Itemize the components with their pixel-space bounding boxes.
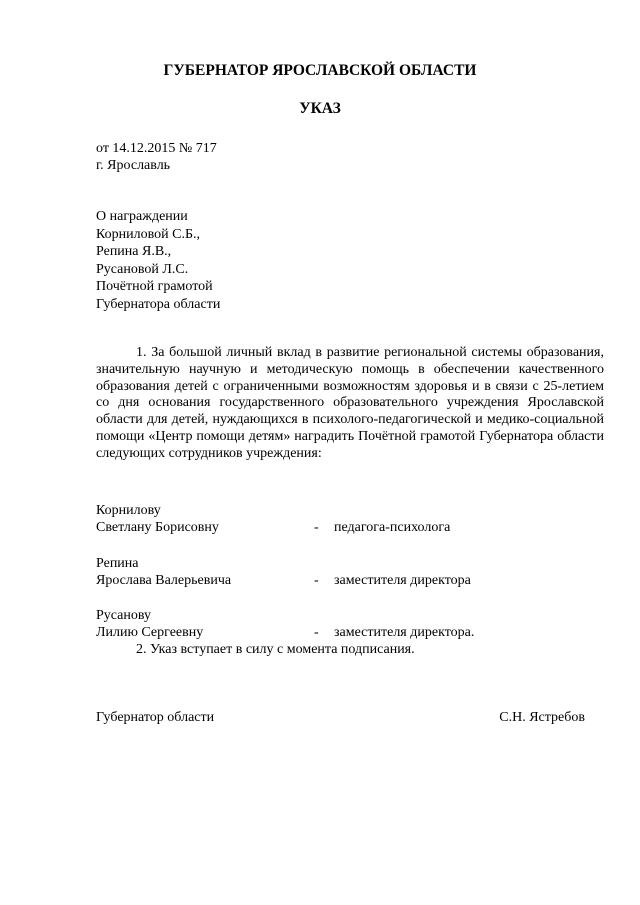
awardee-dash: -: [314, 573, 319, 588]
document-title: ГУБЕРНАТОР ЯРОСЛАВСКОЙ ОБЛАСТИ: [163, 62, 477, 79]
awardee-entry: [96, 607, 604, 641]
awardee-name: Ярослава Валерьевича: [96, 573, 232, 588]
awardee-surname: Корнилову: [96, 503, 161, 518]
document-type: УКАЗ: [299, 100, 341, 117]
signatory-title: Губернатор области: [96, 710, 215, 725]
awardee-surname: Репина: [96, 556, 139, 571]
awardee-position: заместителя директора.: [334, 625, 475, 640]
city-line: г. Ярославль: [96, 158, 171, 173]
date-number-line: от 14.12.2015 № 717: [96, 141, 217, 156]
awardee-position: педагога-психолога: [334, 520, 451, 535]
awardee-name: Светлану Борисовну: [96, 520, 219, 535]
subject-line: Корниловой С.Б.,: [96, 226, 200, 242]
signatory-name: С.Н. Ястребов: [499, 710, 585, 725]
subject-line: Губернатора области: [96, 296, 221, 312]
document-meta: [96, 140, 217, 174]
awardee-dash: -: [314, 625, 319, 640]
paragraph-2: 2. Указ вступает в силу с момента подписания.: [136, 642, 415, 657]
subject-line: Почётной грамотой: [96, 279, 213, 294]
subject-line: Репина Я.В.,: [96, 244, 172, 259]
awardee-name: Лилию Сергеевну: [96, 625, 204, 640]
awardee-entry: [96, 555, 604, 589]
awardee-surname: Русанову: [96, 608, 152, 623]
document-subject: [96, 208, 220, 313]
awardee-dash: -: [314, 520, 319, 535]
subject-line: О награждении: [96, 209, 188, 224]
subject-line: Русановой Л.С.: [96, 261, 189, 277]
paragraph-1: 1. За большой личный вклад в развитие региональной системы образования, значительную научную и методическую помощь в обеспечении качественного образования детей с ограниченными возможностям здоровья и в связи с 25-летием со дня основания государственного образовательного учреждения Ярославской области для детей, нуждающихся в психолого-педагогической и медико-социальной помощи «Центр помощи детям» наградить Почётной грамотой Губернатора области следующих сотрудников учреждения:: [96, 345, 604, 461]
awardee-entry: [96, 502, 604, 536]
awardee-position: заместителя директора: [334, 573, 471, 588]
